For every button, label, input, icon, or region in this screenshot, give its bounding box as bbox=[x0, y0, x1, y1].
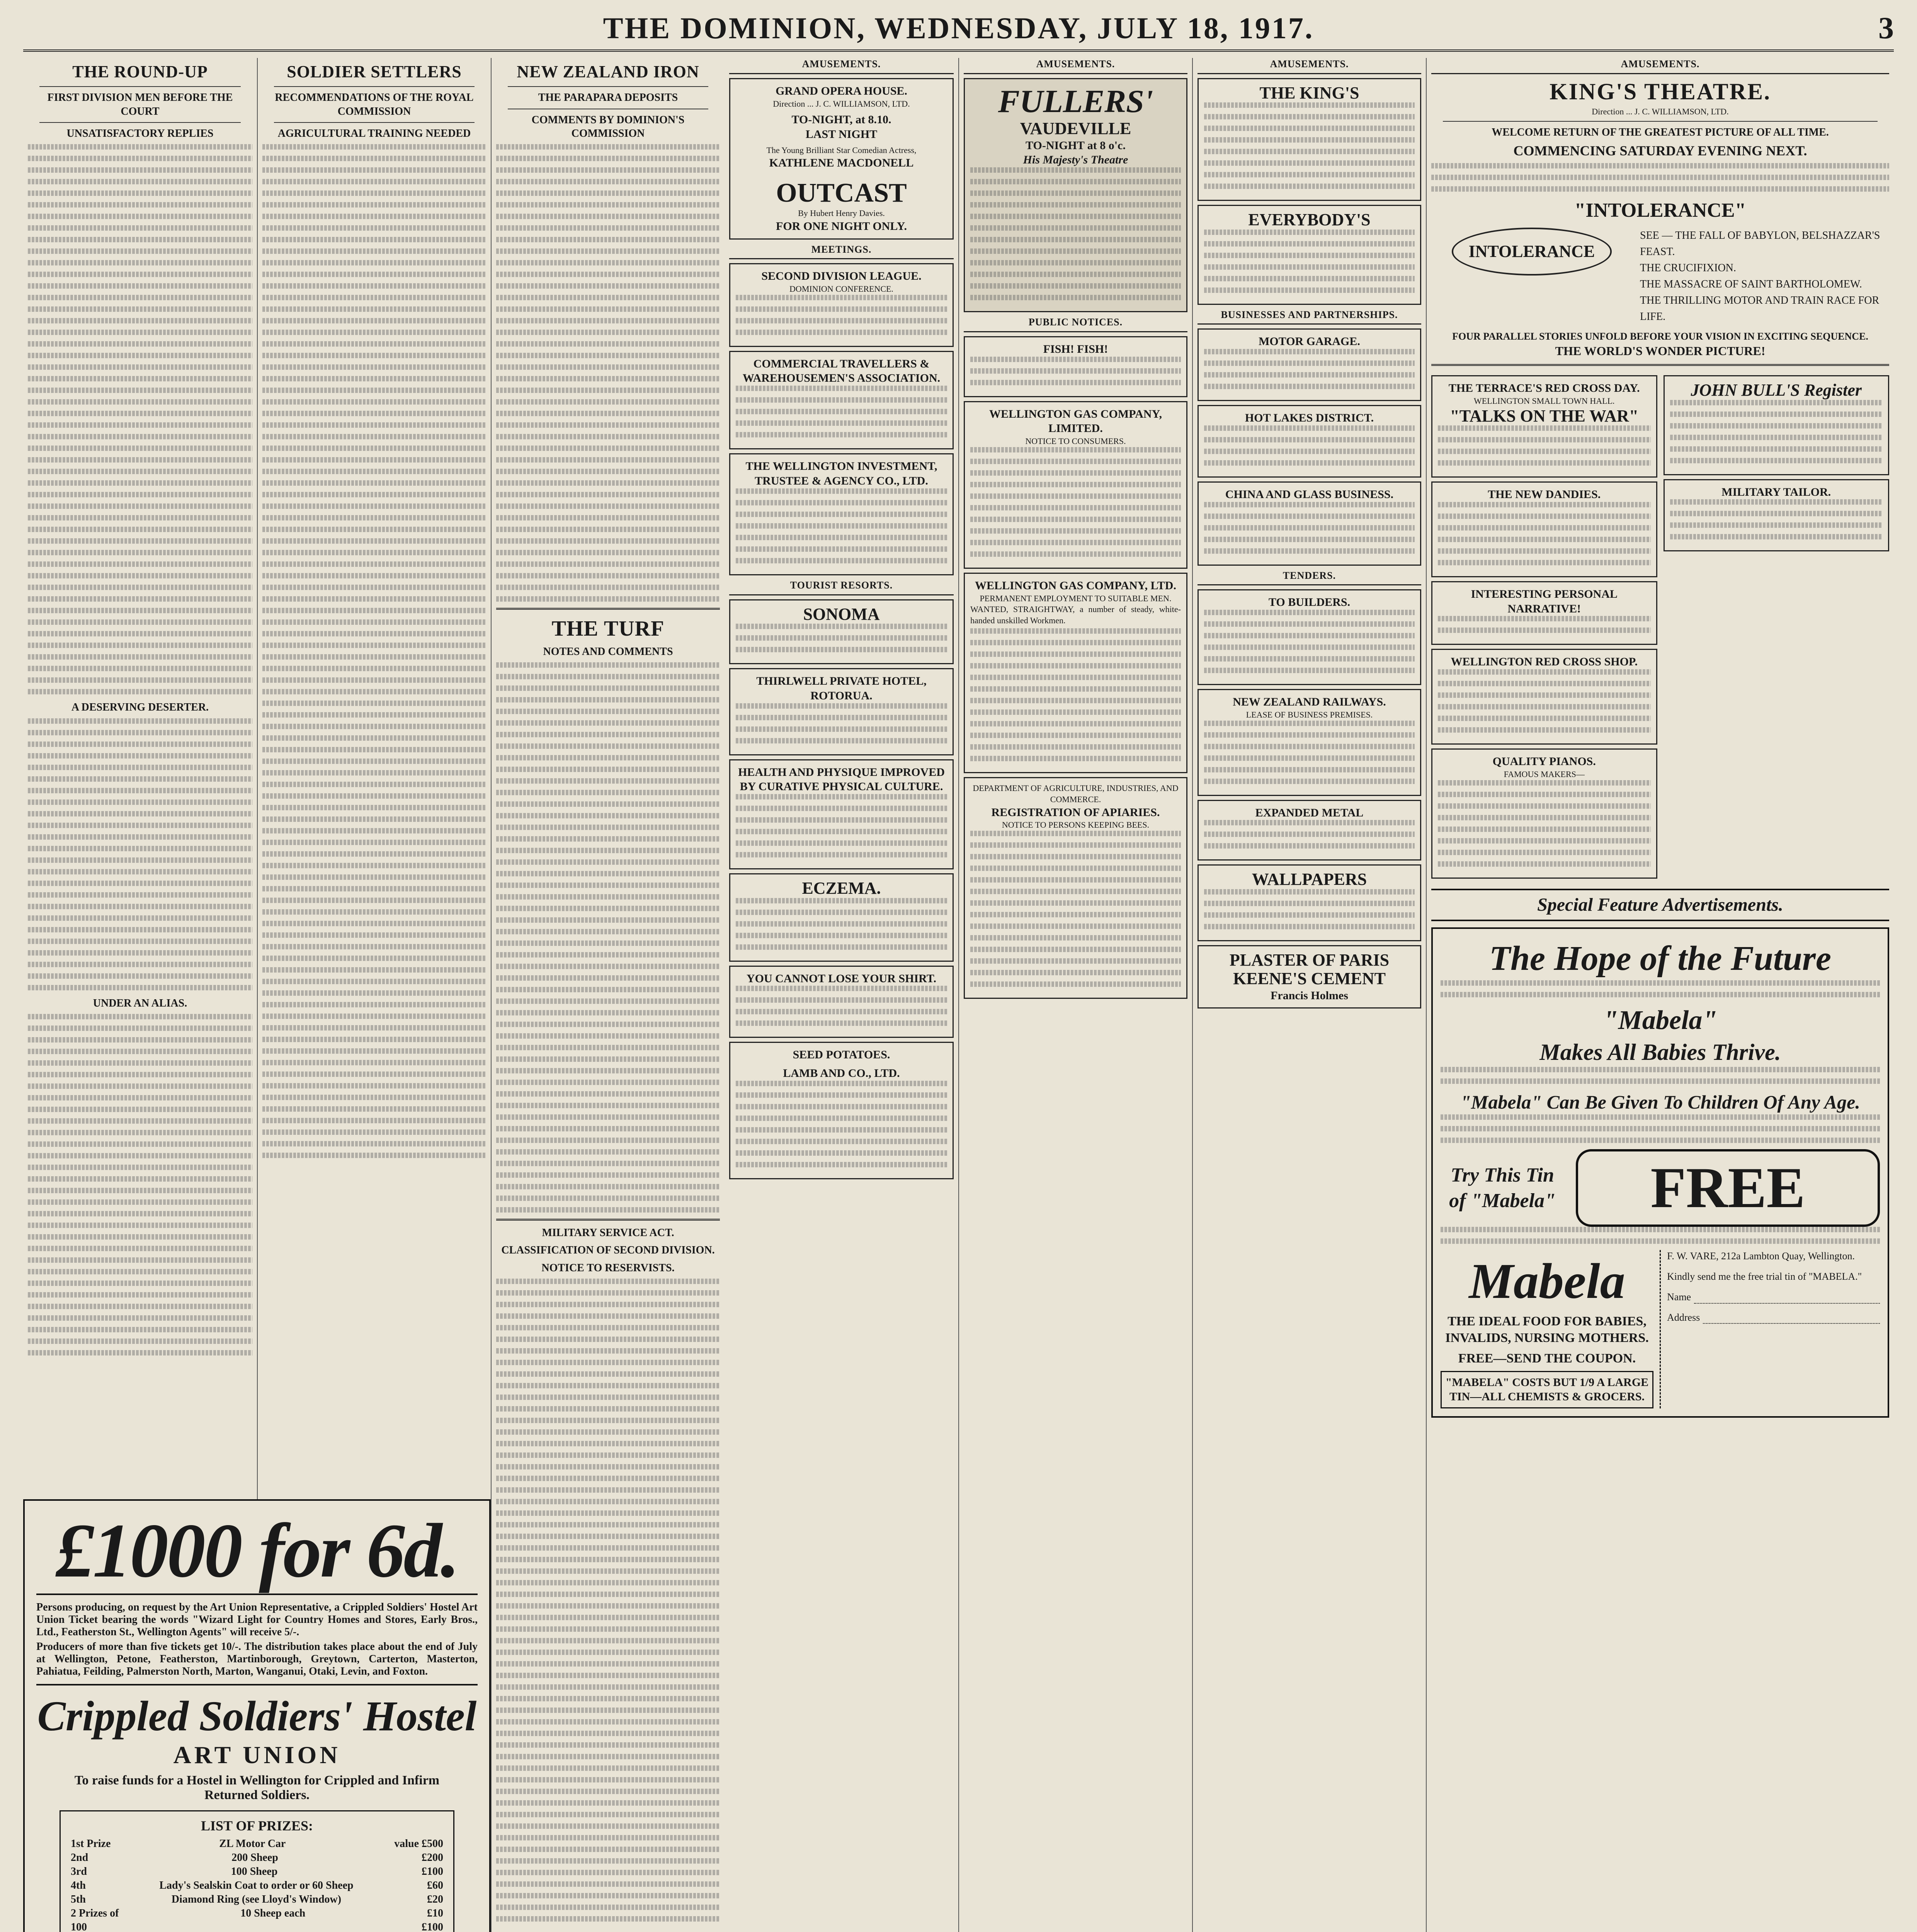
prize-row: 5th Diamond Ring (see Lloyd's Window) £20 bbox=[71, 1893, 443, 1905]
hostel-title: Crippled Soldiers' Hostel bbox=[37, 1692, 477, 1740]
section-label: AMUSEMENTS. bbox=[729, 58, 954, 74]
meeting-notice: THE WELLINGTON INVESTMENT, TRUSTEE & AGENCY CO., LTD. bbox=[729, 453, 954, 575]
article-subhead: COMMENTS BY DOMINION'S COMMISSION bbox=[531, 114, 685, 139]
railways-tender: NEW ZEALAND RAILWAYS. LEASE OF BUSINESS PREMISES. bbox=[1197, 689, 1421, 796]
red-cross-shop-ad: WELLINGTON RED CROSS SHOP. bbox=[1431, 649, 1657, 745]
prize-row: 4th Lady's Sealskin Coat to order or 60 Sheep £60 bbox=[71, 1879, 443, 1891]
section-label: MEETINGS. bbox=[729, 243, 954, 260]
article-title: SOLDIER SETTLERS bbox=[287, 62, 462, 81]
china-business-ad: CHINA AND GLASS BUSINESS. bbox=[1197, 481, 1421, 566]
column-amusements-3 bbox=[1192, 58, 1426, 1932]
fish-ad: FISH! FISH! bbox=[964, 336, 1187, 397]
grand-opera-ad: GRAND OPERA HOUSE. Direction ... J. C. WILLIAMSON, LTD. TO-NIGHT, at 8.10. LAST NIGHT The Young Brilliant Star Comedian Actress, KATHLENE MACDONELL OUTCAST By Hubert Henry Davies. FOR ONE NIGHT ONLY. bbox=[729, 78, 954, 240]
personal-narrative-ad: INTERESTING PERSONAL NARRATIVE! bbox=[1431, 581, 1657, 645]
art-union-subtitle: ART UNION bbox=[173, 1741, 341, 1769]
meeting-notice: COMMERCIAL TRAVELLERS & WAREHOUSEMEN'S ASSOCIATION. bbox=[729, 351, 954, 450]
prize-row: 100 £100 bbox=[71, 1921, 443, 1932]
seed-potatoes-ad: SEED POTATOES. LAMB AND CO., LTD. bbox=[729, 1042, 954, 1179]
outcast-title: OUTCAST bbox=[776, 178, 907, 208]
column-new-zealand-iron bbox=[491, 58, 725, 1932]
intolerance-row: INTOLERANCE SEE — THE FALL OF BABYLON, BELSHAZZAR'S FEAST. THE CRUCIFIXION. THE MASSACRE OF SAINT BARTHOLOMEW. THE THRILLING MOTOR AND TRAIN RACE FOR LIFE. bbox=[1431, 228, 1889, 325]
prize-row: 1st Prize ZL Motor Car value £500 bbox=[71, 1838, 443, 1850]
shirt-ad: YOU CANNOT LOSE YOUR SHIRT. bbox=[729, 966, 954, 1038]
column-amusements-2 bbox=[958, 58, 1192, 1932]
quality-pianos-ad: QUALITY PIANOS. FAMOUS MAKERS— bbox=[1431, 748, 1657, 878]
turf-title: THE TURF bbox=[551, 617, 665, 641]
section-label: AMUSEMENTS. bbox=[1197, 58, 1421, 74]
newspaper-title: THE DOMINION, WEDNESDAY, JULY 18, 1917. bbox=[603, 11, 1314, 45]
prize-row: 3rd 100 Sheep £100 bbox=[71, 1866, 443, 1878]
article-subhead: AGRICULTURAL TRAINING NEEDED bbox=[277, 127, 471, 139]
article-body bbox=[28, 144, 252, 694]
mabela-address-field[interactable] bbox=[1703, 1311, 1880, 1324]
mabela-advertisement: The Hope of the Future "Mabela" Makes All Babies Thrive. "Mabela" Can Be Given To Children Of Any Age. Try This Tin of "Mabela" FREE Mabela THE IDEAL FOOD FOR BABIES, INVALIDS, NURSING MOTHERS. FREE—SEND THE COUPON. "MABELA" COSTS BUT 1/9 A LARGE TIN—ALL CHEMISTS & GROCERS. F. W. VARE, 212a Lambton Quay, Wellington. Kindly send me the free trial tin of "MABELA." Name Address bbox=[1431, 927, 1889, 1418]
section-label: PUBLIC NOTICES. bbox=[964, 316, 1187, 332]
article-subhead: A DESERVING DESERTER. bbox=[71, 701, 209, 714]
plaster-ad: PLASTER OF PARIS KEENE'S CEMENT Francis Holmes bbox=[1197, 945, 1421, 1009]
the-kings-ad: THE KING'S bbox=[1197, 78, 1421, 201]
sonoma-ad: SONOMA bbox=[729, 599, 954, 664]
eczema-ad: ECZEMA. bbox=[729, 873, 954, 961]
intolerance-stamp-icon: INTOLERANCE bbox=[1452, 228, 1612, 275]
hope-headline: The Hope of the Future bbox=[1489, 939, 1831, 978]
everybodys-ad: EVERYBODY'S bbox=[1197, 205, 1421, 304]
thirlwell-ad: THIRLWELL PRIVATE HOTEL, ROTORUA. bbox=[729, 668, 954, 755]
page-number: 3 bbox=[1878, 11, 1894, 45]
mabela-name-field[interactable] bbox=[1694, 1291, 1880, 1304]
article-title: THE ROUND-UP bbox=[72, 62, 208, 81]
kings-theatre-title: KING'S THEATRE. bbox=[1550, 78, 1771, 104]
military-title: MILITARY SERVICE ACT. bbox=[542, 1227, 674, 1239]
meeting-notice: SECOND DIVISION LEAGUE. DOMINION CONFERENCE. bbox=[729, 263, 954, 347]
article-body bbox=[496, 144, 720, 602]
john-bull-register-ad: JOHN BULL'S Register bbox=[1664, 375, 1890, 475]
ad-body-2: Producers of more than five tickets get 10/-. The distribution takes place about the end of July at Wellington, Petone, Featherston, Martinborough, Greytown, Carterton, Masterton, Pahiatua, Feilding, Palmerston North, Marton, Wanganui, Otaki, Levin, and Foxton. bbox=[36, 1641, 478, 1677]
intolerance-title: "INTOLERANCE" bbox=[1574, 199, 1746, 221]
art-union-advertisement bbox=[23, 1499, 491, 1932]
article-subhead: UNSATISFACTORY REPLIES bbox=[66, 127, 214, 139]
section-label: AMUSEMENTS. bbox=[1431, 58, 1889, 74]
prize-row: 2nd 200 Sheep £200 bbox=[71, 1852, 443, 1864]
article-subhead: RECOMMENDATIONS OF THE ROYAL COMMISSION bbox=[275, 92, 474, 117]
article-subhead: THE PARAPARA DEPOSITS bbox=[538, 92, 678, 104]
section-label: TENDERS. bbox=[1197, 570, 1421, 586]
mabela-coupon: F. W. VARE, 212a Lambton Quay, Wellington. Kindly send me the free trial tin of "MABELA." Name Address bbox=[1660, 1250, 1880, 1408]
mabela-logo: Mabela bbox=[1469, 1253, 1625, 1310]
section-label: TOURIST RESORTS. bbox=[729, 579, 954, 595]
ad-headline: £1000 for 6d. bbox=[55, 1508, 459, 1594]
ad-body: Persons producing, on request by the Art Union Representative, a Crippled Soldiers' Hostel Art Union Ticket bearing the words "Wizard Light for Country Homes and Stores, Early Bros., Ltd., Featherston St., Wellington Agents" will receive 5/-. bbox=[36, 1601, 478, 1638]
prize-list-title: LIST OF PRIZES: bbox=[201, 1818, 313, 1833]
purpose-text: To raise funds for a Hostel in Wellington for Crippled and Infirm Returned Soldiers. bbox=[74, 1773, 440, 1802]
prize-row: 2 Prizes of 10 Sheep each £10 bbox=[71, 1907, 443, 1919]
apiaries-notice: DEPARTMENT OF AGRICULTURE, INDUSTRIES, AND COMMERCE. REGISTRATION OF APIARIES. NOTICE TO PERSONS KEEPING BEES. bbox=[964, 777, 1187, 999]
military-tailor-ad: MILITARY TAILOR. bbox=[1664, 479, 1890, 552]
masthead bbox=[23, 7, 1894, 52]
section-label: AMUSEMENTS. bbox=[964, 58, 1187, 74]
article-body bbox=[28, 718, 252, 990]
kings-lower-row bbox=[1431, 371, 1889, 882]
military-body bbox=[496, 1279, 720, 1922]
article-title: NEW ZEALAND IRON bbox=[517, 62, 699, 81]
article-body bbox=[262, 144, 486, 1158]
expanded-metal-ad: EXPANDED METAL bbox=[1197, 800, 1421, 861]
military-notice: NOTICE TO RESERVISTS. bbox=[541, 1262, 675, 1274]
article-body bbox=[28, 1014, 252, 1355]
special-feature-heading: Special Feature Advertisements. bbox=[1431, 889, 1889, 921]
military-subhead: CLASSIFICATION OF SECOND DIVISION. bbox=[501, 1244, 715, 1257]
turf-body bbox=[496, 662, 720, 1213]
free-stamp-icon: FREE bbox=[1576, 1149, 1880, 1227]
builders-tender: TO BUILDERS. bbox=[1197, 589, 1421, 685]
motor-garage-ad: MOTOR GARAGE. bbox=[1197, 328, 1421, 401]
new-dandies-ad: THE NEW DANDIES. bbox=[1431, 481, 1657, 577]
fullers-ad: FULLERS' VAUDEVILLE TO-NIGHT at 8 o'c. His Majesty's Theatre bbox=[964, 78, 1187, 312]
column-kings-theatre: AMUSEMENTS. KING'S THEATRE. Direction ... J. C. WILLIAMSON, LTD. WELCOME RETURN OF THE GREATEST PICTURE OF ALL TIME. COMMENCING SATURDAY EVENING NEXT. "INTOLERANCE" INTOLERANCE SEE — THE FALL OF BABYLON, BELSHAZZAR'S FEAST. THE CRUCIFIXION. THE MASSACRE OF SAINT BARTHOLOMEW. THE THRILLING MOTOR AND TRAIN RACE FOR LIFE. FOUR PARALLEL STORIES UNFOLD BEFORE YOUR VISION IN EXCITING SEQUENCE. THE WORLD'S WONDER PICTURE! THE TERRACE'S RED CROSS DAY. WELLINGTON SMALL TOWN HALL. "TALKS ON THE WAR" THE NEW DANDIES. INTERESTING PERSONAL NARRATIVE! WELLINGTON RED CROSS SHOP. QUALITY PIANOS. FAMOUS MAKERS— JOHN BULL'S Register MILITARY TAILOR. Special Feature Advertisements. The Hope of the Future "Mabela" Makes All Babies Thrive. "Mabela" Can Be Given To Children Of Any Age. Try This Tin of "Mabela" FREE Mabela THE IDEAL FOOD FOR BABIES, INVALIDS, NURSING MOTHERS. FREE—SEND THE COUPON. "MABELA" COSTS BUT 1/9 A LARGE TIN—ALL CHEMISTS & GROCERS. F. W. VARE, 212a Lambton Quay, Wellington. Kindly send me the free trial tin of "MABELA." Name Address bbox=[1426, 58, 1894, 1932]
article-subhead: FIRST DIVISION MEN BEFORE THE COURT bbox=[47, 92, 233, 117]
health-ad: HEALTH AND PHYSIQUE IMPROVED BY CURATIVE PHYSICAL CULTURE. bbox=[729, 759, 954, 870]
terrace-red-cross-ad: THE TERRACE'S RED CROSS DAY. WELLINGTON SMALL TOWN HALL. "TALKS ON THE WAR" bbox=[1431, 375, 1657, 478]
section-label: BUSINESSES AND PARTNERSHIPS. bbox=[1197, 309, 1421, 325]
hot-lakes-ad: HOT LAKES DISTRICT. bbox=[1197, 405, 1421, 478]
column-amusements-1 bbox=[725, 58, 958, 1932]
gas-employment-notice: WELLINGTON GAS COMPANY, LTD. PERMANENT EMPLOYMENT TO SUITABLE MEN. WANTED, STRAIGHTWAY, a number of steady, white-handed unskilled Workmen. bbox=[964, 573, 1187, 774]
turf-subhead: NOTES AND COMMENTS bbox=[543, 645, 673, 658]
wallpapers-ad: WALLPAPERS bbox=[1197, 864, 1421, 941]
article-subhead: UNDER AN ALIAS. bbox=[93, 997, 187, 1009]
gas-company-notice: WELLINGTON GAS COMPANY, LIMITED. NOTICE TO CONSUMERS. bbox=[964, 401, 1187, 569]
prize-list bbox=[60, 1810, 454, 1932]
